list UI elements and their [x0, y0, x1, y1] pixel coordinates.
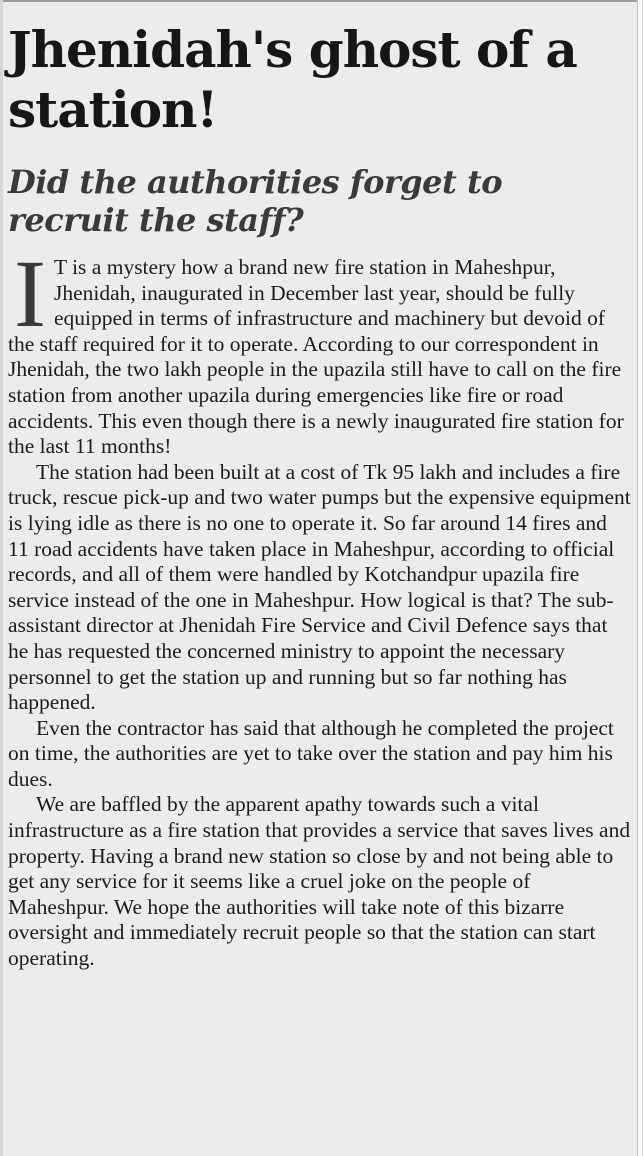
clipping-left-edge [0, 0, 3, 1156]
article-subhead: Did the authorities forget to recruit the staff? [8, 163, 503, 239]
article-paragraph-4: We are baffled by the apparent apathy towards such a vital infrastructure as a fire station that provides a service that saves lives and property. Having a brand new station so close by and not being able to get any service for it seems like a cruel joke on the people of Maheshpur. We hope the authorities will take note of this bizarre oversight and immediately recruit people so that the station can start operating. [8, 792, 631, 971]
article-paragraph-1-text: T is a mystery how a brand new fire station in Maheshpur, Jhenidah, inaugurated in December last year, should be fully equipped in terms of infrastructure and machinery but devoid of the staff required for it to operate. According to our correspondent in Jhenidah, the two lakh people in the upazila still have to call on the fire station from another upazila during emergencies like fire or road accidents. This even though there is a newly inaugurated fire station for the last 11 months! [8, 255, 624, 459]
drop-cap: I [14, 240, 46, 347]
article-paragraph-1 [8, 240, 632, 460]
article-headline: Jhenidah's ghost of a station! [8, 20, 577, 139]
article-paragraph-3: Even the contractor has said that although he completed the project on time, the authorities are yet to take over the station and pay him his dues. [8, 715, 614, 791]
clipping-right-edge [637, 0, 642, 1156]
article-paragraph-2: The station had been built at a cost of Tk 95 lakh and includes a fire truck, rescue pick-up and two water pumps but the expensive equipment is lying idle as there is no one to operate it. So far around 14 fires and 11 road accidents have taken place in Maheshpur, according to official records, and all of them were handled by Kotchandpur upazila fire service instead of the one in Maheshpur. How logical is that? The sub-assistant director at Jhenidah Fire Service and Civil Defence says that he has requested the concerned ministry to appoint the necessary personnel to get the station up and running but so far nothing has happened. [8, 459, 631, 715]
clipping-top-edge [0, 0, 643, 2]
article-body [8, 240, 632, 972]
